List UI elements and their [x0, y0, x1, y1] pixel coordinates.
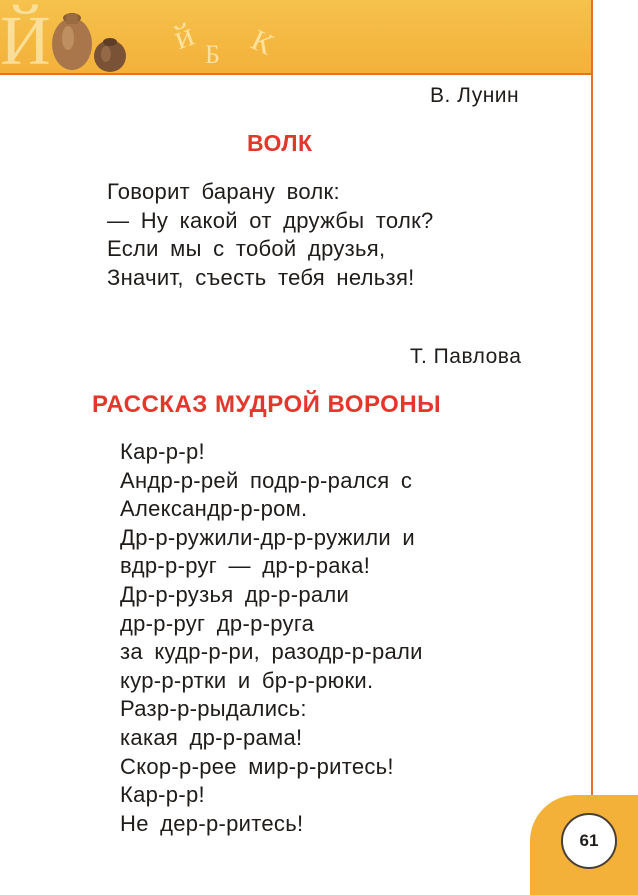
poem-line: Не дер-р-ритесь!: [120, 810, 304, 836]
clay-jug-illustration: [42, 4, 132, 73]
header-rule: [0, 73, 592, 75]
poem-text: [120, 438, 423, 838]
poem-author: В. Лунин: [430, 84, 520, 107]
header-band: [0, 0, 638, 73]
decorative-letter: К: [246, 23, 279, 62]
decorative-letter: Й: [0, 3, 51, 73]
poem-line: Говорит барану волк:: [107, 179, 340, 204]
poem-title: РАССКАЗ МУДРОЙ ВОРОНЫ: [92, 391, 442, 418]
page-number: 61: [561, 813, 617, 869]
poem-line: Кар-р-р!: [120, 782, 205, 808]
poem-title: ВОЛК: [247, 130, 313, 156]
poem-line: Скор-р-рее мир-р-ритесь!: [120, 753, 394, 779]
poem-line: Кар-р-р!: [120, 439, 205, 464]
poem-line: за кудр-р-ри, разодр-р-рали: [120, 639, 423, 665]
margin-rule: [591, 0, 593, 820]
right-margin: [592, 0, 638, 895]
poem-line: Др-р-рузья др-р-рали: [120, 581, 350, 607]
poem-line: Если мы с тобой друзья,: [107, 236, 386, 261]
decorative-letter: й: [169, 16, 199, 58]
decorative-letter: Б: [205, 40, 220, 69]
poem-line: какая др-р-рама!: [120, 724, 303, 750]
poem-line: Андр-р-рей подр-р-рался с: [120, 467, 413, 493]
poem-line: Др-р-ружили-др-р-ружили и: [120, 524, 415, 550]
poem-text: [107, 178, 434, 292]
poem-line: вдр-р-руг — др-р-рака!: [120, 553, 371, 579]
poem-line: Значит, съесть тебя нельзя!: [107, 264, 415, 290]
poem-line: — Ну какой от дружбы толк?: [107, 207, 434, 233]
poem-line: др-р-руг др-р-руга: [120, 610, 315, 636]
poem-line: Разр-р-рыдались:: [120, 696, 307, 722]
poem-line: кур-р-ртки и бр-р-рюки.: [120, 667, 374, 693]
poem-author: Т. Павлова: [410, 345, 522, 368]
poem-line: Александр-р-ром.: [120, 496, 308, 522]
